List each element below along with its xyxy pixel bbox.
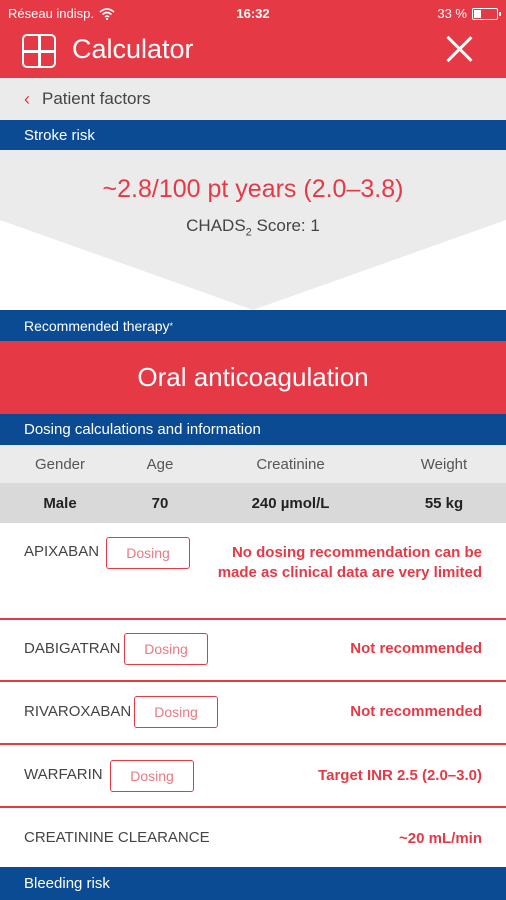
calculator-icon bbox=[22, 34, 56, 68]
rivaroxaban-dosing-button[interactable]: Dosing bbox=[134, 696, 218, 728]
clock: 16:32 bbox=[236, 6, 270, 21]
stroke-risk-header bbox=[0, 120, 506, 150]
drug-row-rivaroxaban bbox=[0, 682, 506, 745]
drug-row-apixaban bbox=[0, 523, 506, 620]
therapy-header bbox=[0, 310, 506, 341]
stroke-risk-panel bbox=[0, 150, 506, 310]
chads-score-suffix: Score: 1 bbox=[251, 216, 320, 235]
column-creatinine: Creatinine bbox=[256, 455, 325, 473]
app-title: Calculator bbox=[72, 34, 194, 64]
value-weight: 55 kg bbox=[424, 494, 464, 512]
drug-note: Not recommended bbox=[350, 640, 482, 657]
dosing-header bbox=[0, 414, 506, 445]
patient-table-row bbox=[0, 483, 506, 523]
battery-percent: 33 % bbox=[437, 6, 467, 21]
bleeding-risk-header[interactable] bbox=[0, 867, 506, 900]
value-gender: Male bbox=[43, 494, 77, 512]
drug-note: Not recommended bbox=[350, 703, 482, 720]
battery-icon bbox=[472, 8, 498, 20]
breadcrumb-label: Patient factors bbox=[42, 89, 151, 108]
drug-row-warfarin bbox=[0, 745, 506, 808]
patient-table-header bbox=[0, 445, 506, 483]
drug-note: Target INR 2.5 (2.0–3.0) bbox=[318, 767, 482, 784]
apixaban-dosing-button[interactable]: Dosing bbox=[106, 537, 190, 569]
warfarin-dosing-button[interactable]: Dosing bbox=[110, 760, 194, 792]
bleeding-risk-header-label: Bleeding risk bbox=[24, 875, 110, 892]
chevron-left-icon: ‹ bbox=[24, 88, 30, 109]
column-gender: Gender bbox=[34, 455, 86, 473]
close-icon[interactable] bbox=[442, 32, 476, 66]
drug-name: APIXABAN bbox=[24, 543, 100, 560]
dosing-header-label: Dosing calculations and information bbox=[24, 421, 261, 438]
creatinine-clearance-value: ~20 mL/min bbox=[399, 830, 482, 847]
carrier-label: Réseau indisp. bbox=[8, 6, 94, 21]
drug-name: RIVAROXABAN bbox=[24, 703, 132, 720]
back-breadcrumb[interactable] bbox=[0, 78, 506, 120]
app-bar bbox=[0, 28, 506, 78]
therapy-recommendation: Oral anticoagulation bbox=[0, 341, 506, 414]
drug-name: WARFARIN bbox=[24, 766, 103, 783]
stroke-risk-header-label: Stroke risk bbox=[24, 126, 95, 144]
chads-score-prefix: CHADS bbox=[186, 216, 246, 235]
value-age: 70 bbox=[151, 494, 169, 512]
chads-score bbox=[0, 216, 506, 238]
therapy-header-label: Recommended therapy bbox=[24, 317, 170, 334]
status-bar bbox=[0, 0, 506, 28]
dabigatran-dosing-button[interactable]: Dosing bbox=[124, 633, 208, 665]
creatinine-clearance-label: CREATININE CLEARANCE bbox=[24, 829, 210, 846]
column-weight: Weight bbox=[420, 455, 468, 473]
therapy-header-mark: * bbox=[169, 320, 174, 331]
value-creatinine: 240 µmol/L bbox=[251, 494, 330, 512]
stroke-risk-value: ~2.8/100 pt years (2.0–3.8) bbox=[102, 175, 404, 203]
chads-score-sub: 2 bbox=[245, 226, 252, 239]
drug-note: No dosing recommendation can be made as clinical data are very limited bbox=[217, 544, 482, 581]
drug-name: DABIGATRAN bbox=[24, 640, 121, 657]
creatinine-clearance-row bbox=[0, 808, 506, 867]
drug-row-dabigatran bbox=[0, 620, 506, 682]
column-age: Age bbox=[146, 455, 174, 473]
